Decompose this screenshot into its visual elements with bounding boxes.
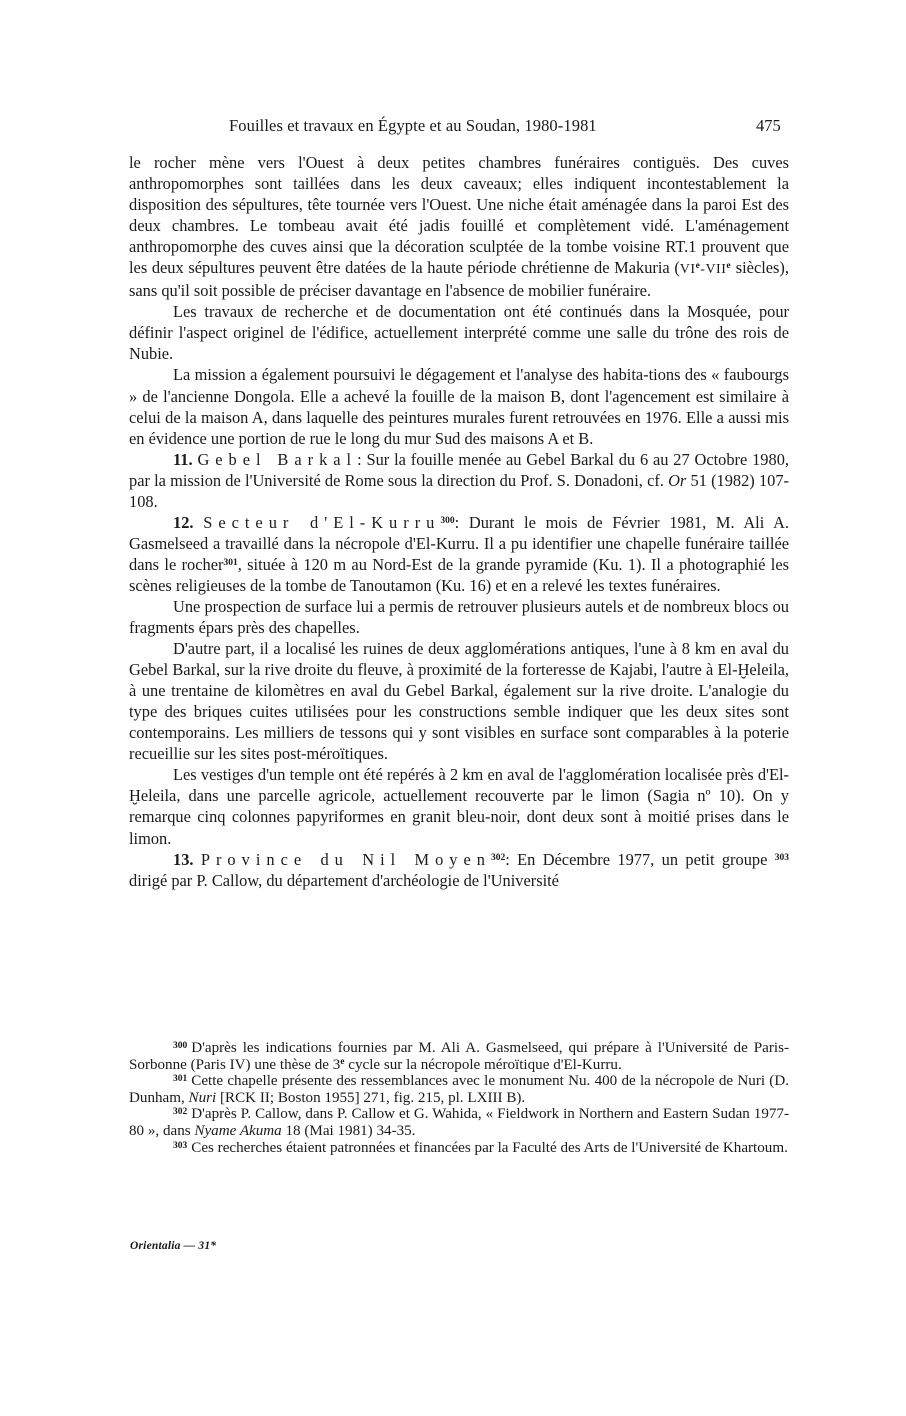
page-number: 475 xyxy=(756,116,781,135)
footnotes xyxy=(129,1040,789,1156)
footnote-text: [RCK II; Boston 1955] 271, fig. 215, pl. LXIII B). xyxy=(216,1089,526,1106)
paragraph-text: siècles), sans qu'il soit possible de préciser davantage en l'absence de mobilier funéraire. xyxy=(129,258,789,301)
footnote-number: 301 xyxy=(173,1074,188,1085)
footnote-ref[interactable]: 303 xyxy=(774,852,789,863)
paragraph: Une prospection de surface lui a permis de retrouver plusieurs autels et de nombreux blocs ou fragments épars près des chapelles. xyxy=(129,596,789,638)
paragraph-text: le rocher mène vers l'Ouest à deux petites chambres funéraires contiguës. Des cuves anthropomorphes sont taillées dans les deux caveaux; elles indiquent incontestablement la disposition des sépultures, tête tournée vers l'Ouest. Une niche était aménagée dans la paroi Est des deux chambres. Le tombeau avait été jadis fouillé et complètement vidé. L'aménagement anthropomorphe des cuves ainsi que la décoration sculptée de la tombe voisine RT.1 prouvent que les deux sépultures peuvent être datées de la haute période chrétienne de Makuria ( xyxy=(129,153,789,278)
section-12-paragraph xyxy=(129,512,789,596)
paragraph: La mission a également poursuivi le dégagement et l'analyse des habita-tions des « faubourgs » de l'ancienne Dongola. Elle a achevé la fouille de la maison B, dont l'agencement est similaire à celui de la maison A, dans laquelle des peintures murales furent retrouvées en 1976. Elle a aussi mis en évidence une portion de rue le long du mur Sud des maisons A et B. xyxy=(129,365,789,448)
section-11-paragraph xyxy=(129,449,789,512)
paragraph: Les travaux de recherche et de documentation ont été continués dans la Mosquée, pour définir l'aspect originel de l'édifice, actuellement interprété comme une salle du trône des rois de Nubie. xyxy=(129,302,789,364)
footnote-text: Cette chapelle présente des ressemblances avec le monument Nu. 400 de la nécropole de Nuri (D. Dunham, xyxy=(129,1073,789,1106)
book-title: Nuri xyxy=(188,1089,217,1106)
footnote-text: 18 (Mai 1981) 34-35. xyxy=(281,1122,416,1139)
body-text xyxy=(129,152,789,891)
paragraph: D'autre part, il a localisé les ruines de deux agglomérations antiques, l'une à 8 km en aval du Gebel Barkal, sur la rive droite du fleuve, à proximité de la forteresse de Kajabi, l'autre à El-Ḫeleila, à une trentaine de kilomètres en aval du Gebel Barkal, également sur la rive droite. L'analogie du type des briques cuites utilisées pour les constructions semble indiquer que les deux sites sont contemporains. Les milliers de tessons qui y sont visibles en surface sont comparables à la poterie recueillie sur les sites post-méroïtiques. xyxy=(129,639,789,764)
century-smallcaps: VIe-VIIe xyxy=(679,261,732,278)
journal-title: Nyame Akuma xyxy=(194,1122,282,1139)
footnote-text: D'après P. Callow, dans P. Callow et G. Wahida, « Fieldwork in Northern and Eastern Sudan 1977-80 », dans xyxy=(129,1106,789,1139)
footnote-number: 303 xyxy=(173,1140,188,1151)
footnote-text: cycle sur la nécropole méroïtique d'El-Kurru. xyxy=(344,1056,622,1073)
journal-abbrev: Or xyxy=(668,470,687,490)
paragraph-text: : Durant le mois de Février 1981, M. Ali A. Gasmelseed a travaillé dans la nécropole d'El-Kurru. Il a pu identifier une chapelle funéraire taillée dans le rocher xyxy=(129,512,790,574)
footnote-ref[interactable]: 302 xyxy=(490,852,506,863)
footnote-ref[interactable]: 300 xyxy=(440,515,455,526)
paragraph-text: 51 (1982) 107-108. xyxy=(129,470,789,511)
section-heading: Gebel Barkal xyxy=(197,449,358,469)
footnote-303 xyxy=(129,1140,789,1157)
section-13-paragraph xyxy=(129,849,789,891)
footnote-302 xyxy=(129,1106,789,1139)
ordinal-superscript: e xyxy=(340,1056,345,1067)
footnote-number: 300 xyxy=(173,1041,188,1051)
footnote-text: Ces recherches étaient patronnées et financées par la Faculté des Arts de l'Université de Khartoum. xyxy=(191,1139,788,1156)
paragraph-text: , située à 120 m au Nord-Est de la grande pyramide (Ku. 1). Il a photographié les scènes religieuses de la tombe de Tanoutamon (Ku. 16) et en a relevé les textes funéraires. xyxy=(129,554,789,595)
section-number: 13. xyxy=(173,849,194,869)
paragraph-text: : En Décembre 1977, un petit groupe xyxy=(505,849,768,869)
paragraph-text: dirigé par P. Callow, du département d'archéologie de l'Université xyxy=(129,870,559,890)
footnote-text: D'après les indications fournies par M. Ali A. Gasmelseed, qui prépare à l'Université de Paris-Sorbonne (Paris IV) une thèse de 3 xyxy=(129,1040,789,1073)
paragraph-text: : Sur la fouille menée au Gebel Barkal du 6 au 27 Octobre 1980, par la mission de l'Université de Rome sous la direction du Prof. S. Donadoni, cf. xyxy=(129,449,789,490)
running-title: Fouilles et travaux en Égypte et au Soudan, 1980-1981 xyxy=(229,116,597,135)
section-number: 12. xyxy=(173,512,194,532)
footnote-number: 302 xyxy=(173,1107,188,1118)
footnote-301 xyxy=(129,1073,789,1106)
footnote-ref[interactable]: 301 xyxy=(223,557,238,568)
section-heading: Secteur d'El-Kurru xyxy=(203,512,441,532)
footnote-300 xyxy=(129,1040,789,1073)
section-heading: Province du Nil Moyen xyxy=(200,849,491,869)
paragraph xyxy=(129,152,789,301)
paragraph: Les vestiges d'un temple ont été repérés à 2 km en aval de l'agglomération localisée près d'El-Ḫeleila, dans une parcelle agricole, actuellement recouverte par le limon (Sagia nº 10). On y remarque cinq colonnes papyriformes en granit bleu-noir, dont deux sont à moitié prises dans le limon. xyxy=(129,765,789,848)
section-number: 11. xyxy=(173,449,193,469)
signature-mark: Orientalia — 31* xyxy=(130,1240,217,1252)
